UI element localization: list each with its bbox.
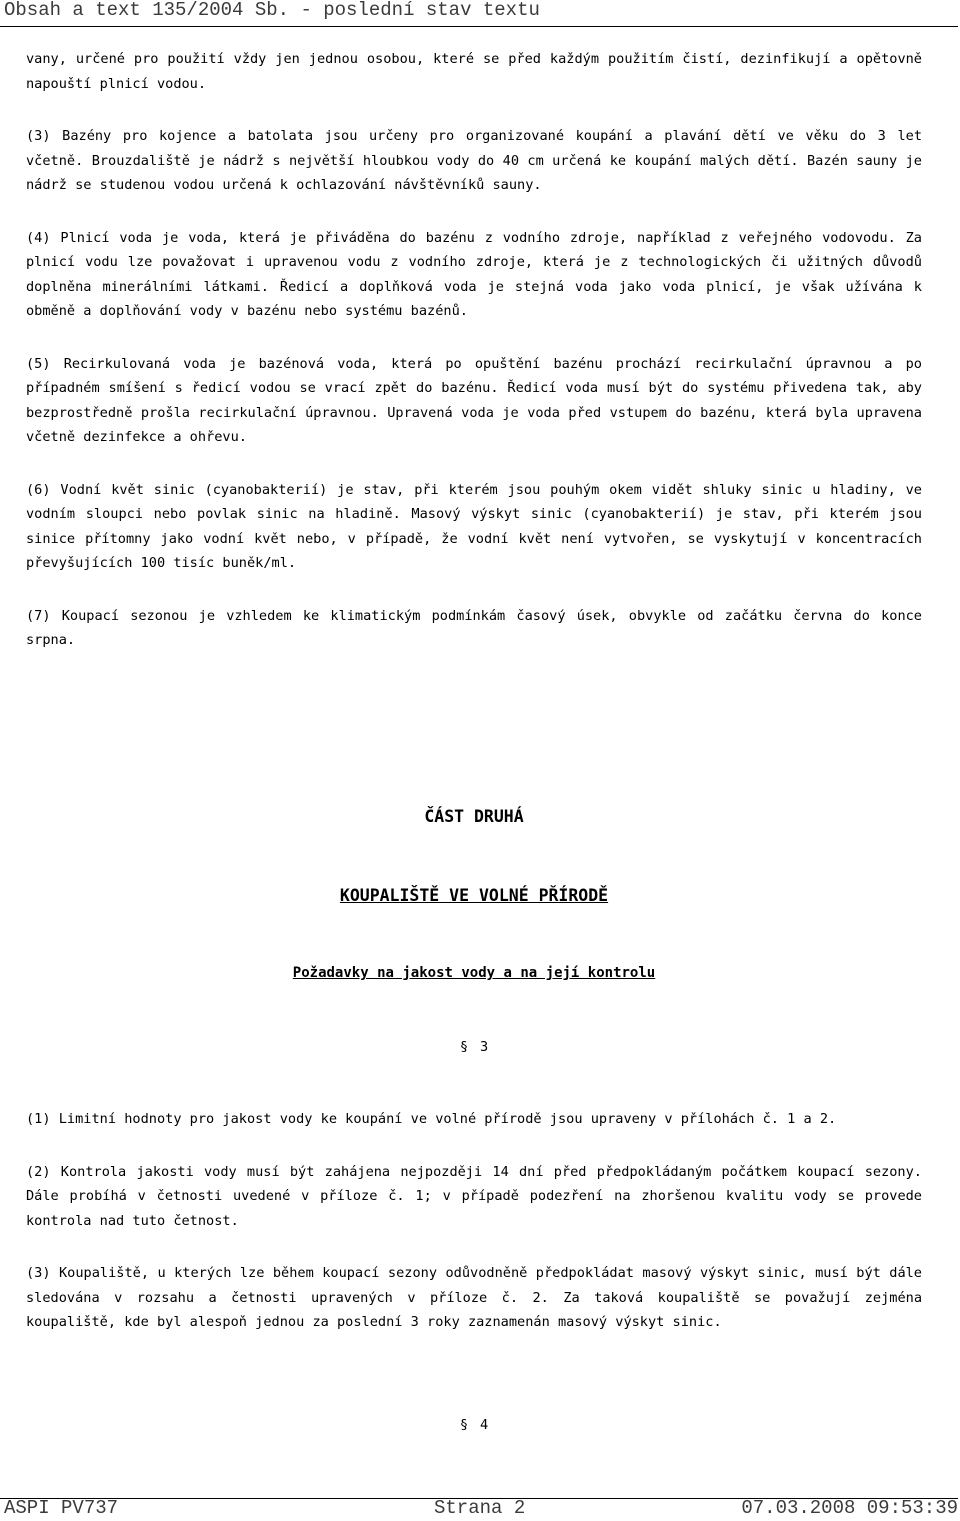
document-title: Obsah a text 135/2004 Sb. - poslední stav textu [4, 0, 540, 21]
paragraph-3: (3) Bazény pro kojence a batolata jsou určeny pro organizované koupání a plavání dětí ve věku do 3 let včetně. Brouzdaliště je nádrž s největší hloubkou vody do 40 cm určená ke koupání malých dětí. Bazén sauny je nádrž se studenou vodou určená k ochlazování návštěvníků sauny. [26, 128, 922, 193]
paragraphs-s3-block [26, 1107, 922, 1363]
paragraph-4: (4) Plnicí voda je voda, která je přiváděna do bazénu z vodního zdroje, například z veřejného vodovodu. Za plnicí vodu lze považovat i upravenou vodu z vodního zdroje, která je z technologických či užitných důvodů doplněna minerálními látkami. Ředicí a doplňková voda je stejná voda jako voda plnicí, je však užívána k obměně a doplňování vody v bazénu nebo systému bazénů. [26, 229, 922, 319]
s3-paragraph-2: (2) Kontrola jakosti vody musí být zahájena nejpozději 14 dní před předpokládaným počátkem koupací sezony. Dále probíhá v četnosti uvedené v příloze č. 1; v případě podezření na zhoršenou kvalitu vody se provede kontrola nad tuto četnost. [26, 1163, 922, 1229]
section-number: 4 [480, 1417, 489, 1433]
section-number: 3 [480, 1039, 489, 1055]
section-symbol: § [459, 1417, 468, 1433]
section-4-mark [26, 1417, 922, 1433]
paragraph-5: (5) Recirkulovaná voda je bazénová voda, která po opuštění bazénu prochází recirkulační úpravnou a po případném smíšení s ředicí vodou se vrací zpět do bazénu. Ředicí voda musí být do systému přivedena tak, aby bezprostředně prošla recirkulační úpravnou. Upravená voda je voda před vstupem do bazénu, která byla upravena včetně dezinfekce a ohřevu. [26, 355, 922, 445]
s3-paragraph-1: (1) Limitní hodnoty pro jakost vody ke koupání ve volné přírodě jsou upraveny v přílohách č. 1 a 2. [26, 1111, 837, 1127]
part-title: KOUPALIŠTĚ VE VOLNÉ PŘÍRODĚ [339, 886, 609, 905]
paragraphs-top-block [26, 47, 922, 681]
page-header [0, 0, 960, 30]
s3-paragraph-3: (3) Koupaliště, u kterých lze během koupací sezony odůvodněně předpokládat masový výskyt sinic, musí být dále sledována v rozsahu a četnosti upravených v příloze č. 2. Za taková koupaliště se považují zejména koupaliště, kde byl alespoň jednou za poslední 3 roky zaznamenán masový výskyt sinic. [26, 1265, 922, 1330]
paragraph-7: (7) Koupací sezonou je vzhledem ke klimatickým podmínkám časový úsek, obvykle od začátku června do konce srpna. [26, 607, 922, 648]
section-symbol: § [459, 1039, 468, 1055]
header-divider [0, 26, 958, 27]
section-3-mark [26, 1039, 922, 1055]
footer-timestamp: 07.03.2008 09:53:39 [741, 1497, 958, 1519]
sub-heading: Požadavky na jakost vody a na její kontrolu [292, 965, 656, 981]
footer-source: ASPI PV737 [4, 1497, 119, 1519]
paragraph-6: (6) Vodní květ sinic (cyanobakterií) je stav, při kterém jsou pouhým okem vidět shluky sinic u hladiny, ve vodním sloupci nebo povlak sinic na hladině. Masový výskyt sinic (cyanobakterií) je stav, při kterém jsou sinice přítomny jako vodní květ nebo, v případě, že vodní květ není vytvořen, se vyskytují v koncentracích převyšujících 100 tisíc buněk/ml. [26, 481, 922, 571]
footer-page-number: Strana 2 [434, 1497, 526, 1519]
part-heading: ČÁST DRUHÁ [424, 807, 524, 826]
page-footer [0, 1494, 960, 1521]
paragraph-continuation: vany, určené pro použití vždy jen jednou osobou, které se před každým použitím čistí, dezinfikují a opětovně napouští plnicí vodou. [26, 51, 922, 92]
